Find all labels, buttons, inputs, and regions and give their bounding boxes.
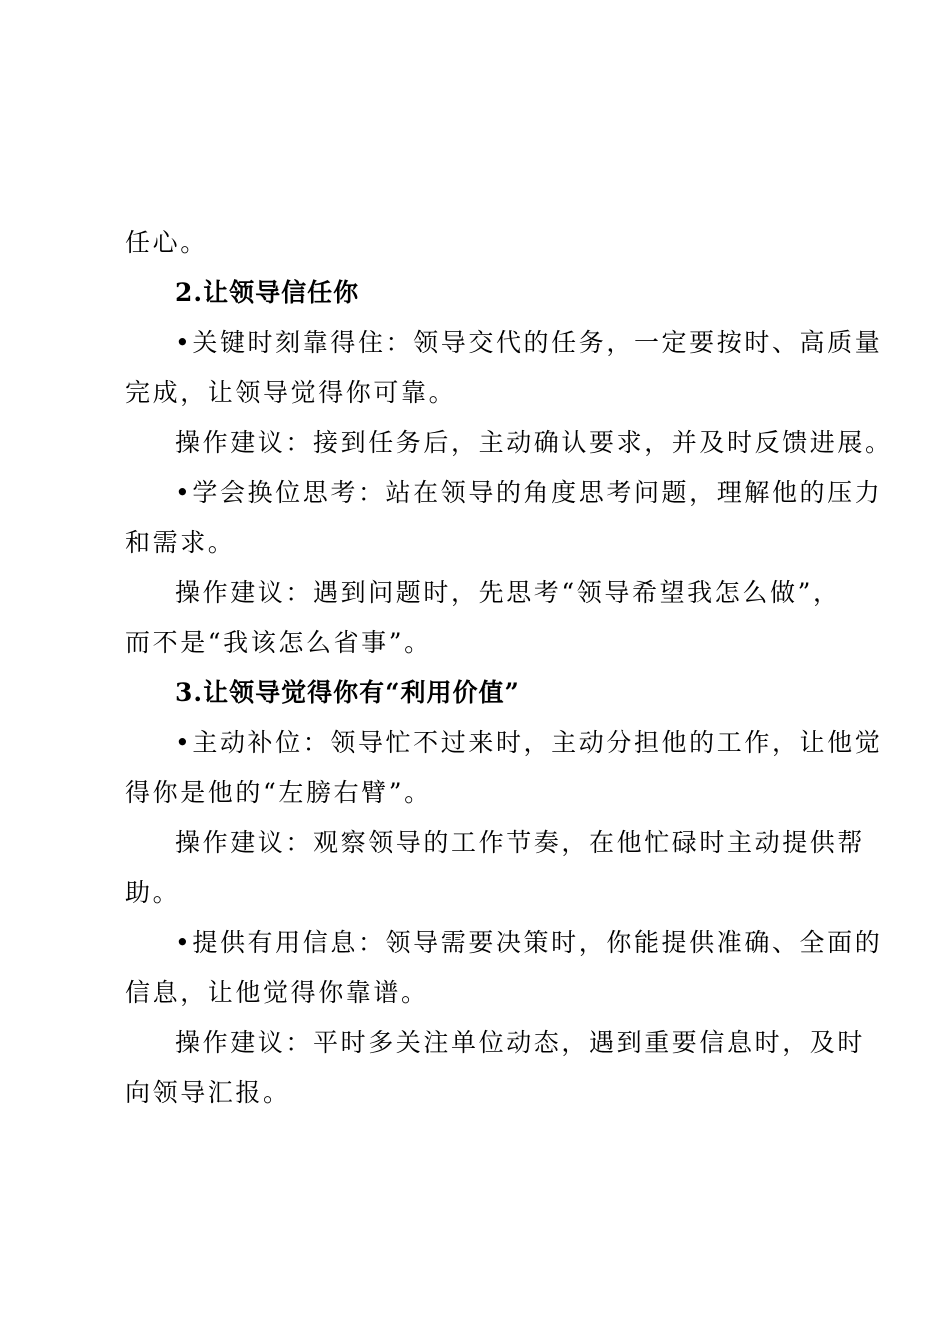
bullet-item: •学会换位思考：站在领导的角度思考问题，理解他的压力: [175, 478, 883, 507]
suggestion-continuation: 向领导汇报。: [125, 1078, 291, 1107]
paragraph-continuation: 任心。: [125, 228, 208, 257]
bullet-item-continuation: 完成，让领导觉得你可靠。: [125, 378, 457, 407]
bullet-item: •主动补位：领导忙不过来时，主动分担他的工作，让他觉: [175, 728, 883, 757]
bullet-item-continuation: 得你是他的“左膀右臂”。: [125, 778, 432, 807]
suggestion-paragraph: 操作建议：观察领导的工作节奏，在他忙碌时主动提供帮: [175, 828, 866, 857]
section-heading-2: 2.让领导信任你: [175, 278, 360, 307]
bullet-item: •关键时刻靠得住：领导交代的任务，一定要按时、高质量: [175, 328, 883, 357]
suggestion-paragraph: 操作建议：接到任务后，主动确认要求，并及时反馈进展。: [175, 428, 893, 457]
bullet-item-continuation: 信息，让他觉得你靠谱。: [125, 978, 429, 1007]
suggestion-continuation: 而不是“我该怎么省事”。: [125, 628, 432, 657]
suggestion-paragraph: 操作建议：平时多关注单位动态，遇到重要信息时，及时: [175, 1028, 866, 1057]
bullet-item-continuation: 和需求。: [125, 528, 236, 557]
suggestion-continuation: 助。: [125, 878, 181, 907]
suggestion-paragraph: 操作建议：遇到问题时，先思考“领导希望我怎么做”，: [175, 578, 841, 607]
bullet-item: •提供有用信息：领导需要决策时，你能提供准确、全面的: [175, 928, 883, 957]
section-heading-3: 3.让领导觉得你有“利用价值”: [175, 678, 520, 707]
